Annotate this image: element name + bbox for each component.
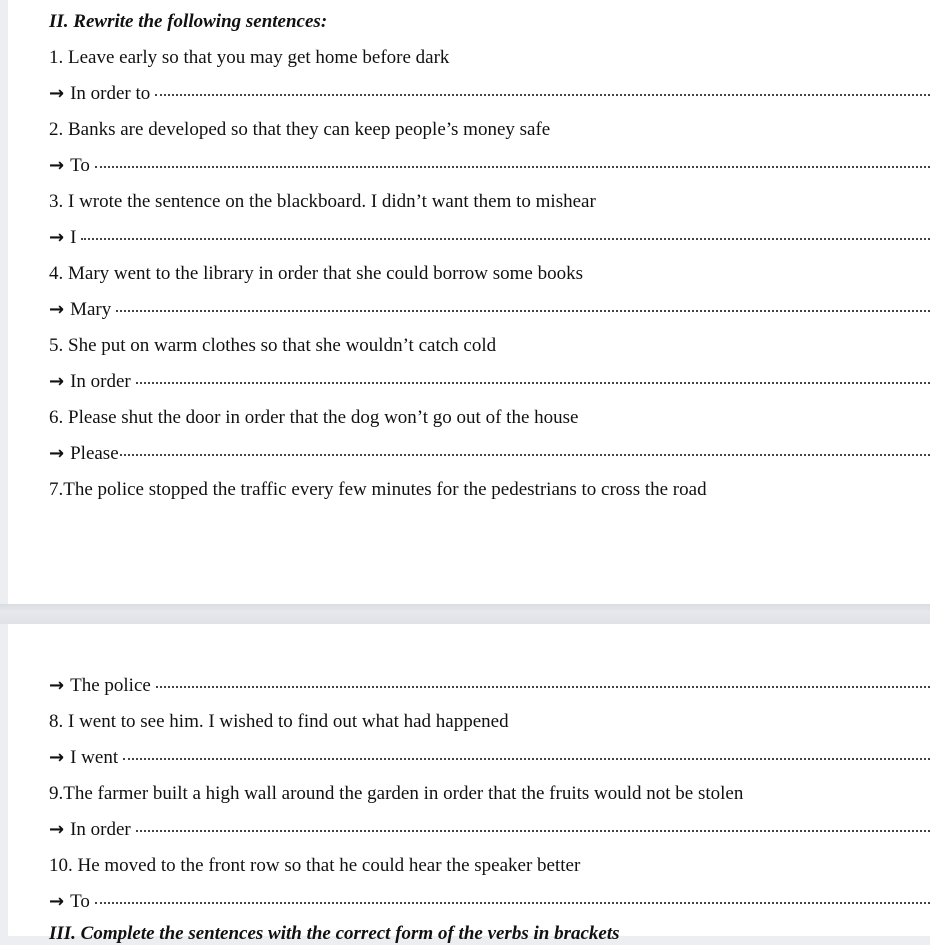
answer-line-2[interactable] <box>49 154 930 178</box>
sentence-3: 3. I wrote the sentence on the blackboard. I didn’t want them to mishear <box>49 191 596 212</box>
answer-line-3[interactable] <box>49 226 930 250</box>
sentence-10: 10. He moved to the front row so that he could hear the speaker better <box>49 855 581 876</box>
answer-blank[interactable] <box>123 755 930 760</box>
arrow-icon: → <box>49 443 65 464</box>
answer-prompt: In order <box>70 819 131 840</box>
answer-line-4[interactable] <box>49 298 930 322</box>
answer-blank[interactable] <box>120 451 930 456</box>
sentence-8: 8. I went to see him. I wished to find out what had happened <box>49 711 509 732</box>
sentence-1: 1. Leave early so that you may get home before dark <box>49 47 450 68</box>
answer-line-10[interactable] <box>49 890 930 914</box>
answer-blank[interactable] <box>95 899 930 904</box>
answer-prompt: I <box>70 227 77 248</box>
arrow-icon: → <box>49 83 65 104</box>
answer-blank[interactable] <box>136 379 930 384</box>
section-heading: II. Rewrite the following sentences: <box>49 11 328 32</box>
arrow-icon: → <box>49 675 65 696</box>
answer-prompt: I went <box>70 747 119 768</box>
answer-line-9[interactable] <box>49 818 930 842</box>
sentence-9: 9.The farmer built a high wall around the garden in order that the fruits would not be stolen <box>49 783 744 804</box>
next-section-heading: III. Complete the sentences with the correct form of the verbs in brackets <box>49 923 620 944</box>
answer-line-7[interactable] <box>49 674 930 698</box>
answer-blank[interactable] <box>155 91 930 96</box>
answer-prompt: In order to <box>70 83 151 104</box>
answer-prompt: Please <box>70 443 119 464</box>
arrow-icon: → <box>49 155 65 176</box>
answer-prompt: To <box>70 891 90 912</box>
arrow-icon: → <box>49 747 65 768</box>
arrow-icon: → <box>49 819 65 840</box>
answer-line-1[interactable] <box>49 82 930 106</box>
answer-line-8[interactable] <box>49 746 930 770</box>
answer-prompt: To <box>70 155 90 176</box>
arrow-icon: → <box>49 227 65 248</box>
arrow-icon: → <box>49 891 65 912</box>
answer-blank[interactable] <box>95 163 930 168</box>
sentence-6: 6. Please shut the door in order that the dog won’t go out of the house <box>49 407 579 428</box>
arrow-icon: → <box>49 371 65 392</box>
answer-prompt: The police <box>70 675 151 696</box>
answer-blank[interactable] <box>81 235 930 240</box>
answer-blank[interactable] <box>136 827 930 832</box>
answer-prompt: Mary <box>70 299 112 320</box>
answer-blank[interactable] <box>156 683 930 688</box>
arrow-icon: → <box>49 299 65 320</box>
sentence-5: 5. She put on warm clothes so that she wouldn’t catch cold <box>49 335 497 356</box>
answer-line-6[interactable] <box>49 442 930 466</box>
sentence-4: 4. Mary went to the library in order that she could borrow some books <box>49 263 583 284</box>
answer-line-5[interactable] <box>49 370 930 394</box>
answer-prompt: In order <box>70 371 131 392</box>
sentence-2: 2. Banks are developed so that they can keep people’s money safe <box>49 119 551 140</box>
answer-blank[interactable] <box>116 307 930 312</box>
sentence-7: 7.The police stopped the traffic every few minutes for the pedestrians to cross the road <box>49 479 707 500</box>
page-break <box>0 604 930 624</box>
